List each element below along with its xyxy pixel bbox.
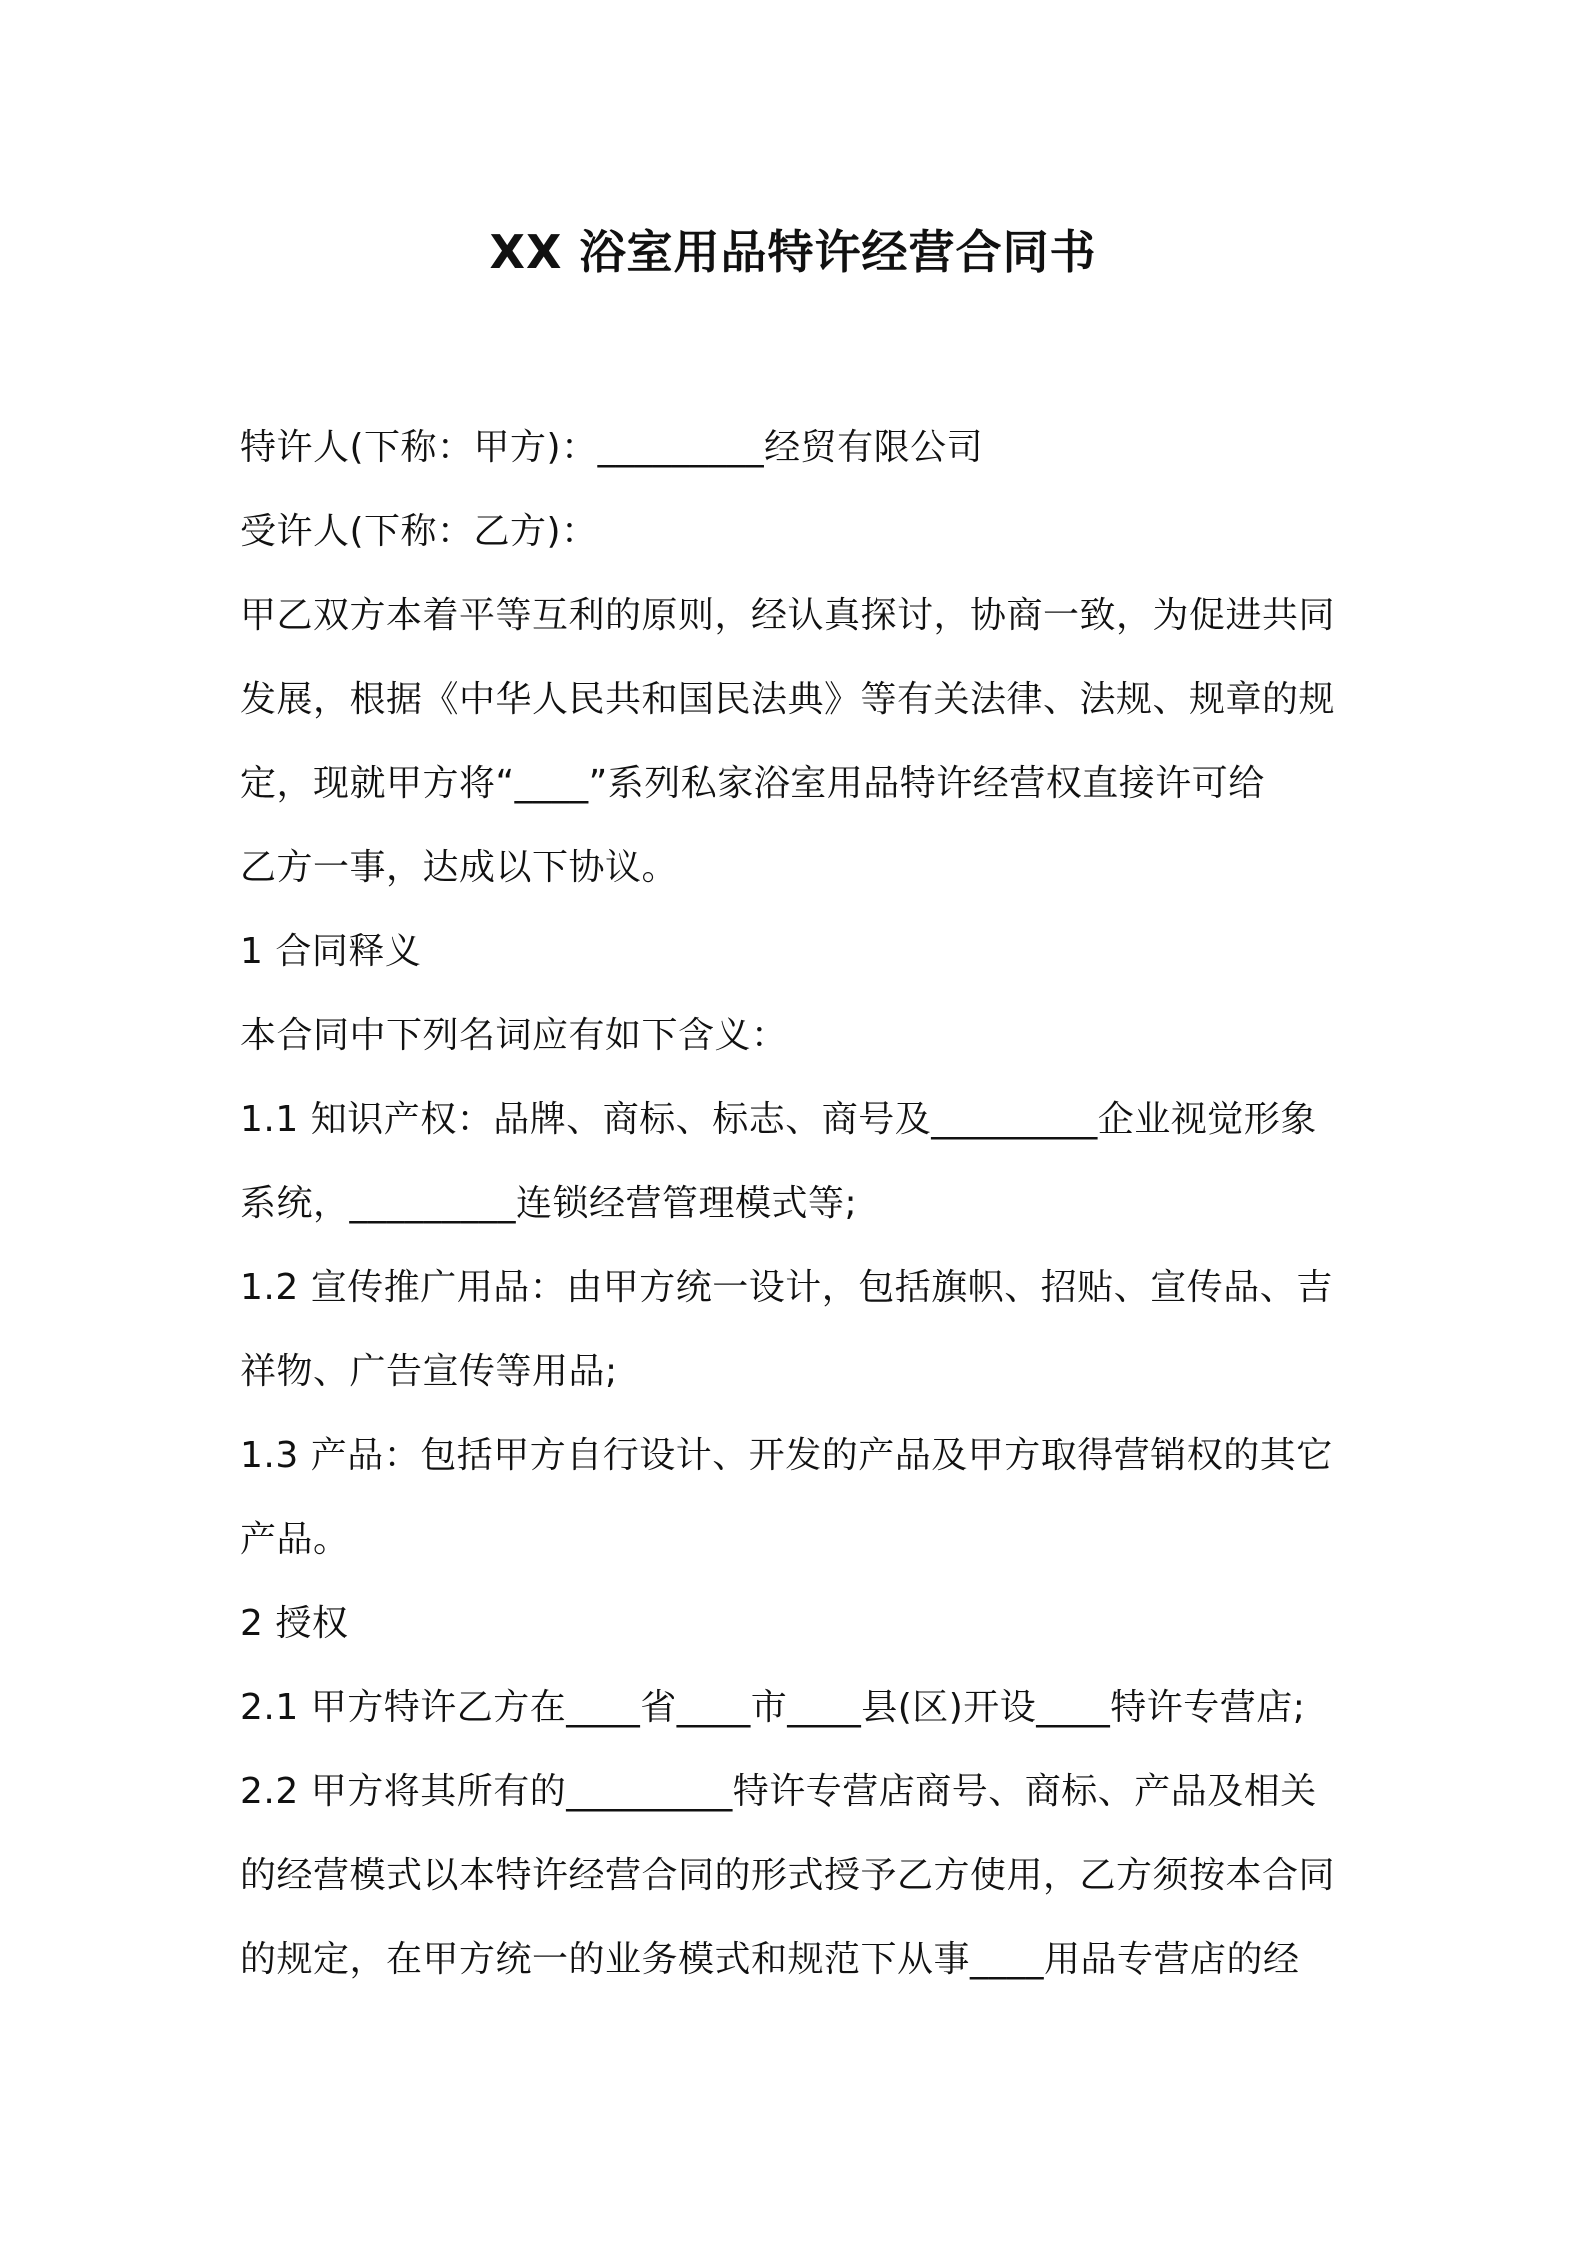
clause-1-3-line: 1.3 产品：包括甲方自行设计、开发的产品及甲方取得营销权的其它 <box>240 1435 1333 1476</box>
clause-1-1-line: 1.1 知识产权：品牌、商标、标志、商号及_________企业视觉形象 <box>240 1099 1317 1140</box>
paragraph-preamble-line: 甲乙双方本着平等互利的原则，经认真探讨，协商一致，为促进共同 <box>240 595 1336 636</box>
clause-1-2-line: 祥物、广告宣传等用品; <box>240 1351 618 1392</box>
line-franchisee: 受许人(下称：乙方)： <box>240 511 598 552</box>
clause-1-2-line: 1.2 宣传推广用品：由甲方统一设计，包括旗帜、招贴、宣传品、吉 <box>240 1267 1333 1308</box>
clause-2-1-line: 2.1 甲方特许乙方在____省____市____县(区)开设____特许专营店; <box>240 1687 1306 1728</box>
section-heading-1: 1 合同释义 <box>240 931 422 972</box>
paragraph-preamble-line: 乙方一事，达成以下协议。 <box>240 847 679 888</box>
paragraph-preamble-line: 定，现就甲方将“____”系列私家浴室用品特许经营权直接许可给 <box>240 763 1265 804</box>
clause-2-2-line: 的经营模式以本特许经营合同的形式授予乙方使用，乙方须按本合同 <box>240 1855 1336 1896</box>
paragraph-preamble-line: 发展，根据《中华人民共和国民法典》等有关法律、法规、规章的规 <box>240 679 1336 720</box>
clause-1-1-line: 系统，_________连锁经营管理模式等; <box>240 1183 858 1224</box>
document-title: XX 浴室用品特许经营合同书 <box>489 225 1097 279</box>
section-heading-2: 2 授权 <box>240 1603 349 1644</box>
clause-2-2-line: 2.2 甲方将其所有的_________特许专营店商号、商标、产品及相关 <box>240 1771 1317 1812</box>
document-body <box>240 406 1360 2002</box>
clause-2-2-line: 的规定，在甲方统一的业务模式和规范下从事____用品专营店的经 <box>240 1939 1300 1980</box>
section-intro: 本合同中下列名词应有如下含义： <box>240 1015 788 1056</box>
line-franchisor: 特许人(下称：甲方)：_________经贸有限公司 <box>240 427 984 468</box>
clause-1-3-line: 产品。 <box>240 1519 350 1560</box>
